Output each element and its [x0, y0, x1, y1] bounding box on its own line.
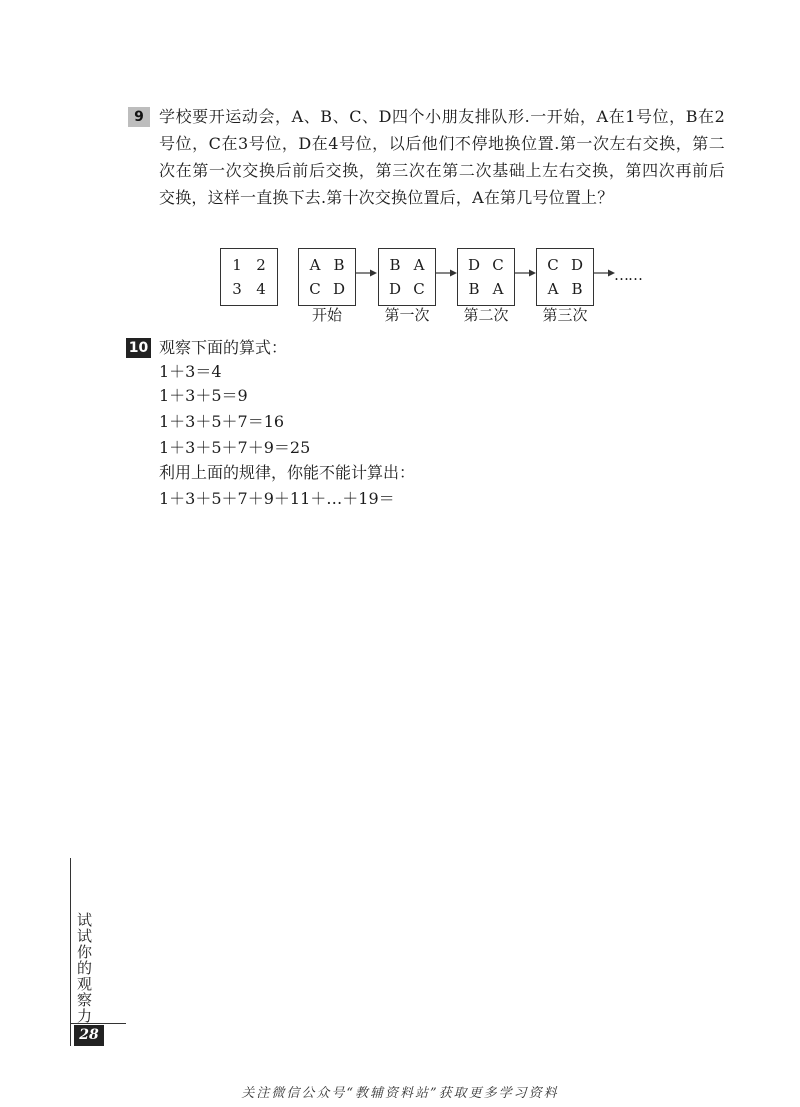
- question-9-text: 学校要开运动会，A、B、C、D四个小朋友排队形.一开始，A在1号位，B在2号位，C在3号位，D在4号位，以后他们不停地换位置.第一次左右交换，第二次在第一次交换后前后交换，第三次在第二次基础上左右交换，第四次再前后交换，这样一直换下去.第十次交换位置后，A在第几号位置上？: [159, 107, 725, 207]
- state-third-caption: 第三次: [542, 306, 588, 324]
- state-second-box: [457, 248, 515, 306]
- grid-cell: 2: [256, 256, 266, 274]
- state-start-caption: 开始: [311, 306, 342, 324]
- state-start-box: [298, 248, 356, 306]
- question-10-task: 1＋3＋5＋7＋9＋11＋…＋19＝: [159, 489, 395, 508]
- grid-cell: A: [492, 280, 504, 298]
- grid-cell: A: [309, 256, 321, 274]
- arrow-icon: [515, 268, 537, 278]
- arrow-icon: [436, 268, 458, 278]
- grid-cell: B: [333, 256, 345, 274]
- grid-cell: A: [413, 256, 425, 274]
- grid-cell: C: [413, 280, 425, 298]
- footer-note: 关注微信公众号“教辅资料站”获取更多学习资料: [241, 1086, 559, 1101]
- position-grid: [220, 248, 278, 306]
- chapter-title: 试试你的观察力: [75, 912, 93, 1024]
- question-10-intro: 观察下面的算式：: [159, 338, 288, 357]
- equation-line: 1＋3＋5＋7＝16: [159, 412, 285, 431]
- state-first-caption: 第一次: [384, 306, 430, 324]
- sidebar-divider: [70, 858, 71, 1046]
- grid-cell: B: [571, 280, 583, 298]
- question-9-number: 9: [128, 107, 150, 127]
- grid-cell: C: [309, 280, 321, 298]
- question-10-number: 10: [126, 338, 151, 358]
- grid-cell: 1: [232, 256, 242, 274]
- arrow-icon: [594, 268, 616, 278]
- page-number: 28: [74, 1025, 104, 1046]
- continuation-ellipsis: ……: [614, 266, 642, 284]
- grid-cell: D: [467, 256, 481, 274]
- grid-cell: D: [332, 280, 346, 298]
- question-10-prompt: 利用上面的规律，你能不能计算出：: [159, 463, 416, 482]
- equation-line: 1＋3＋5＝9: [159, 386, 248, 405]
- grid-cell: C: [547, 256, 559, 274]
- grid-cell: 4: [256, 280, 266, 298]
- state-first-box: [378, 248, 436, 306]
- arrow-icon: [356, 268, 378, 278]
- grid-cell: A: [547, 280, 559, 298]
- equation-line: 1＋3＋5＋7＋9＝25: [159, 438, 311, 457]
- grid-cell: B: [389, 256, 401, 274]
- grid-cell: D: [388, 280, 402, 298]
- state-second-caption: 第二次: [463, 306, 509, 324]
- grid-cell: C: [492, 256, 504, 274]
- grid-cell: D: [570, 256, 584, 274]
- grid-cell: B: [468, 280, 480, 298]
- state-third-box: [536, 248, 594, 306]
- grid-cell: 3: [232, 280, 242, 298]
- equation-line: 1＋3＝4: [159, 362, 222, 381]
